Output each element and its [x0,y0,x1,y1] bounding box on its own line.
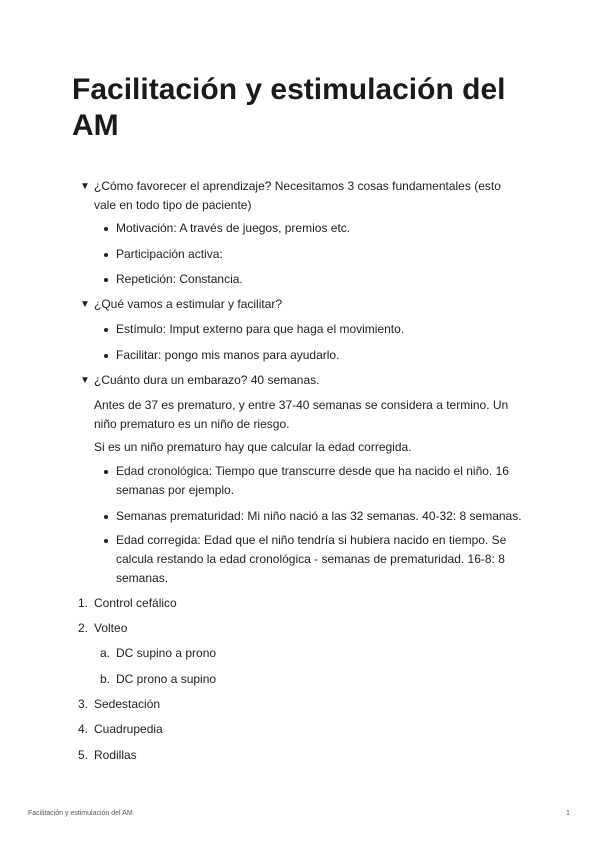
list-item-text: Edad cronológica: Tiempo que transcurre desde que ha nacido el niño. 16 semanas por ejemplo. [116,464,509,497]
bullet-icon [104,253,108,257]
list-marker: a. [100,646,111,660]
toggle-section-embarazo[interactable] [80,371,524,390]
page-number: 1 [566,810,570,817]
list-item-text: Edad corregida: Edad que el niño tendría si hubiera nacido en tiempo. Se calcula restando la edad cronológica - semanas de prematuridad. 16-8: 8 semanas. [116,533,507,585]
list-marker: 2. [78,621,89,635]
bullet-icon [104,539,108,543]
list-marker: 4. [78,722,89,736]
toggle-heading: ¿Cuánto dura un embarazo? 40 semanas. [94,373,320,387]
toggle-section-estimular[interactable] [80,295,524,314]
toggle-triangle-icon[interactable]: ▼ [80,299,90,310]
list-item-text: Repetición: Constancia. [116,272,243,286]
list-marker: b. [100,672,111,686]
bullet-icon [104,227,108,231]
list-item-text: DC supino a prono [116,646,217,660]
list-item-text: Participación activa: [116,247,223,261]
bullet-icon [104,278,108,282]
toggle-section-aprendizaje[interactable] [80,177,524,215]
list-marker: 1. [78,596,89,610]
list-item-text: Volteo [94,621,128,635]
toggle-triangle-icon[interactable]: ▼ [80,181,90,192]
toggle-heading: ¿Cómo favorecer el aprendizaje? Necesitamos 3 cosas fundamentales (esto vale en todo tipo de paciente) [94,179,501,212]
bullet-icon [104,515,108,519]
bullet-icon [104,470,108,474]
toggle-heading: ¿Qué vamos a estimular y facilitar? [94,297,283,311]
list-marker: 3. [78,697,89,711]
list-item-text: Control cefálico [94,596,177,610]
bullet-icon [104,354,108,358]
bullet-icon [104,328,108,332]
list-item-text: Estímulo: Imput externo para que haga el movimiento. [116,322,405,336]
paragraph: Antes de 37 es prematuro, y entre 37-40 semanas se considera a termino. Un niño prematuro es un niño de riesgo. [94,398,509,431]
page-title: Facilitación y estimulación del AM [72,73,506,142]
paragraph: Si es un niño prematuro hay que calcular la edad corregida. [94,440,412,454]
footer-title: Facilitación y estimulación del AM [28,810,133,817]
list-item-text: Cuadrupedia [94,722,163,736]
list-item-text: Semanas prematuridad: Mi niño nació a las 32 semanas. 40-32: 8 semanas. [116,509,522,523]
list-item-text: DC prono a supino [116,672,217,686]
toggle-triangle-icon[interactable]: ▼ [80,375,90,386]
list-item-text: Facilitar: pongo mis manos para ayudarlo. [116,348,340,362]
list-item-text: Rodillas [94,748,137,762]
list-item-text: Sedestación [94,697,161,711]
list-item-text: Motivación: A través de juegos, premios etc. [116,221,351,235]
list-marker: 5. [78,748,89,762]
